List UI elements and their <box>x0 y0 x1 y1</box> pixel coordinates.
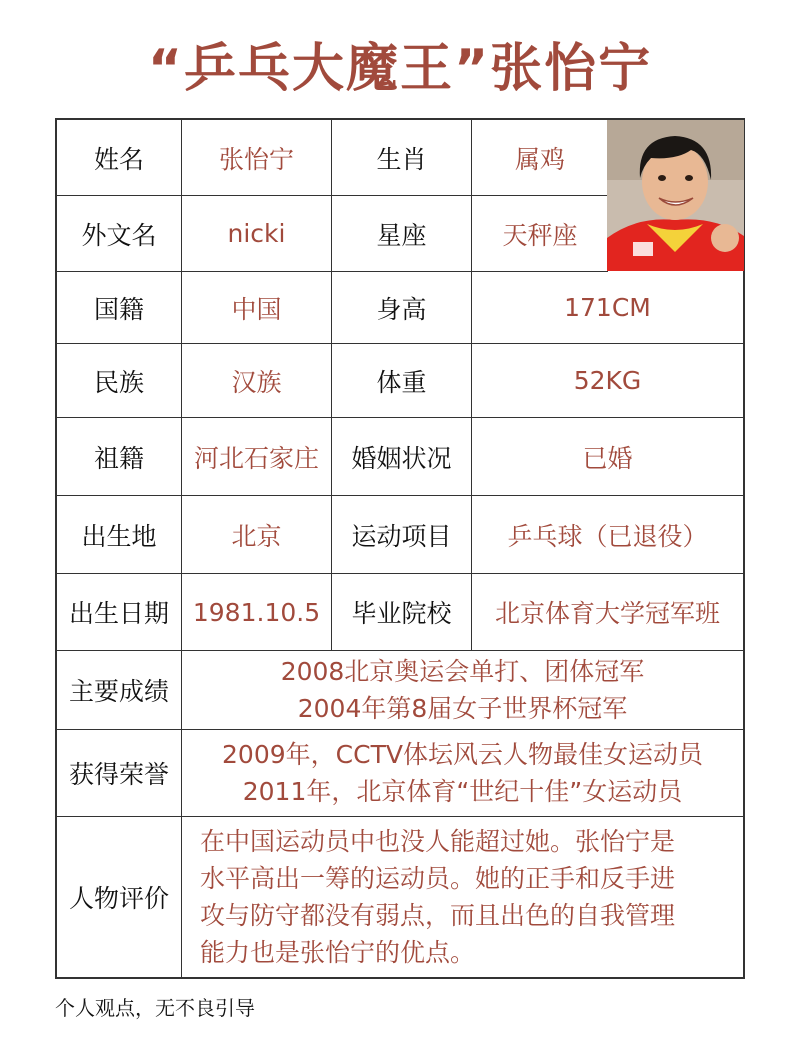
value-weight: 52KG <box>472 344 743 418</box>
label-birth-date: 出生日期 <box>57 574 182 651</box>
label-sport: 运动项目 <box>332 496 472 574</box>
achievement-line: 2008北京奥运会单打、团体冠军 <box>280 657 645 686</box>
label-constellation: 星座 <box>332 196 472 272</box>
label-honors: 获得荣誉 <box>57 730 182 817</box>
label-ancestral-home: 祖籍 <box>57 418 182 496</box>
label-zodiac: 生肖 <box>332 120 472 196</box>
value-constellation: 天秤座 <box>472 196 608 272</box>
value-zodiac: 属鸡 <box>472 120 608 196</box>
label-name: 姓名 <box>57 120 182 196</box>
page-title: “乒乓大魔王”张怡宁 <box>147 39 653 99</box>
value-honors <box>182 730 743 817</box>
evaluation-line: 在中国运动员中也没人能超过她。张怡宁是 <box>200 827 676 856</box>
value-marital-status: 已婚 <box>472 418 743 496</box>
value-achievements <box>182 651 743 730</box>
portrait-illustration <box>607 120 744 271</box>
value-evaluation <box>182 817 743 977</box>
athlete-photo <box>607 120 744 271</box>
label-nationality: 国籍 <box>57 272 182 344</box>
label-marital-status: 婚姻状况 <box>332 418 472 496</box>
label-evaluation: 人物评价 <box>57 817 182 977</box>
value-ancestral-home: 河北石家庄 <box>182 418 332 496</box>
value-name: 张怡宁 <box>182 120 332 196</box>
achievement-line: 2004年第8届女子世界杯冠军 <box>297 694 628 723</box>
value-school: 北京体育大学冠军班 <box>472 574 743 651</box>
label-height: 身高 <box>332 272 472 344</box>
value-nationality: 中国 <box>182 272 332 344</box>
value-sport: 乒乓球（已退役） <box>472 496 743 574</box>
label-achievements: 主要成绩 <box>57 651 182 730</box>
label-foreign-name: 外文名 <box>57 196 182 272</box>
honor-line: 2011年，北京体育“世纪十佳”女运动员 <box>242 777 683 806</box>
value-ethnicity: 汉族 <box>182 344 332 418</box>
honor-line: 2009年，CCTV体坛风云人物最佳女运动员 <box>222 740 703 769</box>
evaluation-line: 水平高出一筹的运动员。她的正手和反手进 <box>200 864 676 893</box>
footer-note: 个人观点，无不良引导 <box>55 996 255 1020</box>
label-weight: 体重 <box>332 344 472 418</box>
label-school: 毕业院校 <box>332 574 472 651</box>
label-ethnicity: 民族 <box>57 344 182 418</box>
evaluation-line: 能力也是张怡宁的优点。 <box>200 938 476 967</box>
value-birthplace: 北京 <box>182 496 332 574</box>
value-height: 171CM <box>472 272 743 344</box>
evaluation-line: 攻与防守都没有弱点，而且出色的自我管理 <box>200 901 676 930</box>
value-foreign-name: nicki <box>182 196 332 272</box>
label-birthplace: 出生地 <box>57 496 182 574</box>
value-birth-date: 1981.10.5 <box>182 574 332 651</box>
